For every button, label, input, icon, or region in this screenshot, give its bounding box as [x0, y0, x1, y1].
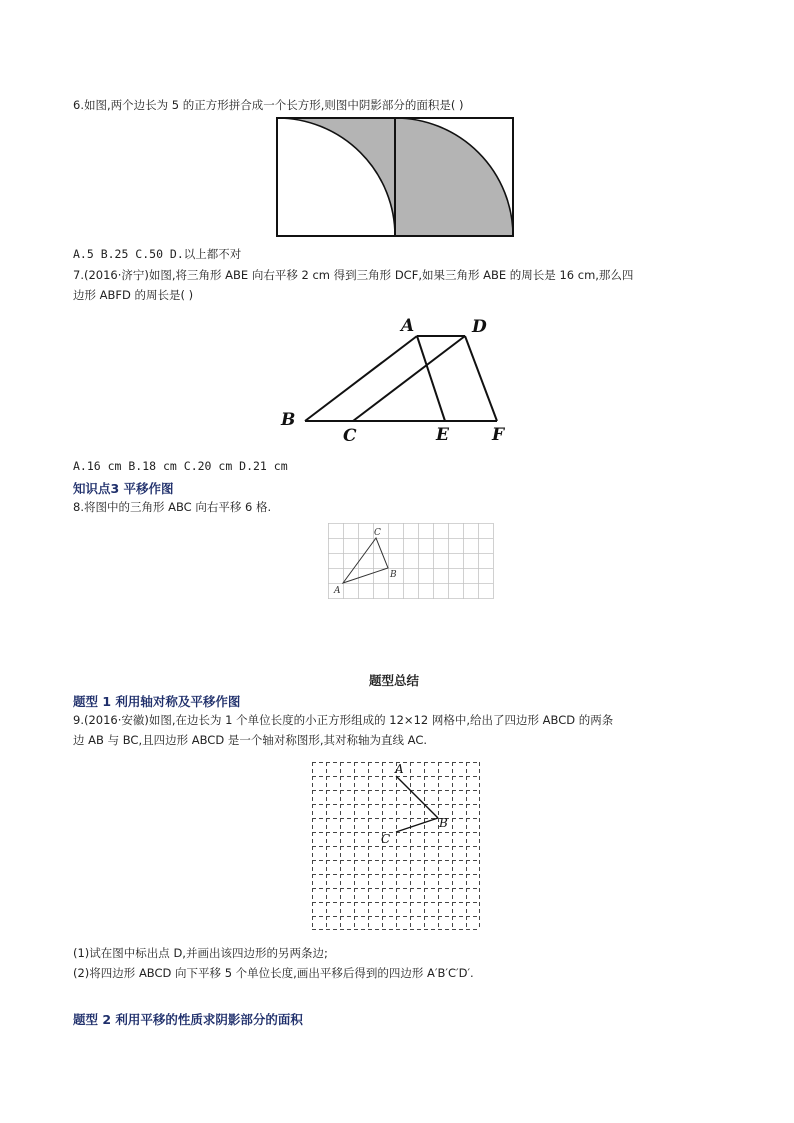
q9-part1: (1)试在图中标出点 D,并画出该四边形的另两条边; — [73, 946, 328, 960]
q9-segment-ab — [396, 776, 438, 818]
type-2-heading: 题型 2 利用平移的性质求阴影部分的面积 — [73, 1012, 303, 1027]
q6-options: A.5 B.25 C.50 D.以上都不对 — [73, 247, 242, 261]
q7-options: A.16 cm B.18 cm C.20 cm D.21 cm — [73, 459, 288, 473]
q7-label-d: D — [472, 317, 487, 337]
q9-part2: (2)将四边形 ABCD 向下平移 5 个单位长度,画出平移后得到的四边形 A′B′C′D′. — [73, 966, 474, 980]
q9-label-a: A — [395, 762, 404, 776]
type-1-heading: 题型 1 利用轴对称及平移作图 — [73, 694, 241, 709]
q7-stem-line2: 边形 ABFD 的周长是( ) — [73, 288, 194, 302]
q7-stem-line1: 7.(2016·济宁)如图,将三角形 ABE 向右平移 2 cm 得到三角形 DCF,如果三角形 ABE 的周长是 16 cm,那么四 — [73, 268, 634, 282]
knowledge-point-3-heading: 知识点3 平移作图 — [73, 481, 174, 496]
q9-stem-line2: 边 AB 与 BC,且四边形 ABCD 是一个轴对称图形,其对称轴为直线 AC. — [73, 733, 428, 747]
q7-label-b: B — [281, 410, 296, 430]
q6-stem: 6.如图,两个边长为 5 的正方形拼合成一个长方形,则图中阴影部分的面积是( ) — [73, 98, 464, 112]
q8-grid-figure — [328, 523, 494, 600]
q7-label-c: C — [343, 426, 357, 446]
q9-grid-figure — [312, 762, 480, 930]
q6-figure — [275, 116, 515, 240]
q7-figure — [275, 312, 515, 452]
q6-shaded-right — [395, 118, 513, 236]
q8-label-c: C — [374, 528, 381, 538]
summary-title: 题型总结 — [369, 673, 420, 688]
q9-segment-bc — [396, 818, 438, 832]
q7-label-f: F — [492, 425, 505, 445]
q7-label-e: E — [436, 425, 449, 445]
q9-label-b: B — [439, 816, 448, 830]
q7-label-a: A — [401, 316, 415, 336]
q8-label-b: B — [390, 570, 397, 580]
q8-triangle-abc — [343, 538, 388, 583]
q9-stem-line1: 9.(2016·安徽)如图,在边长为 1 个单位长度的小正方形组成的 12×12 网格中,给出了四边形 ABCD 的两条 — [73, 713, 614, 727]
q6-shaded-left — [277, 118, 395, 236]
q8-label-a: A — [334, 586, 341, 596]
q9-label-c: C — [381, 832, 391, 846]
q8-stem: 8.将图中的三角形 ABC 向右平移 6 格. — [73, 500, 272, 514]
